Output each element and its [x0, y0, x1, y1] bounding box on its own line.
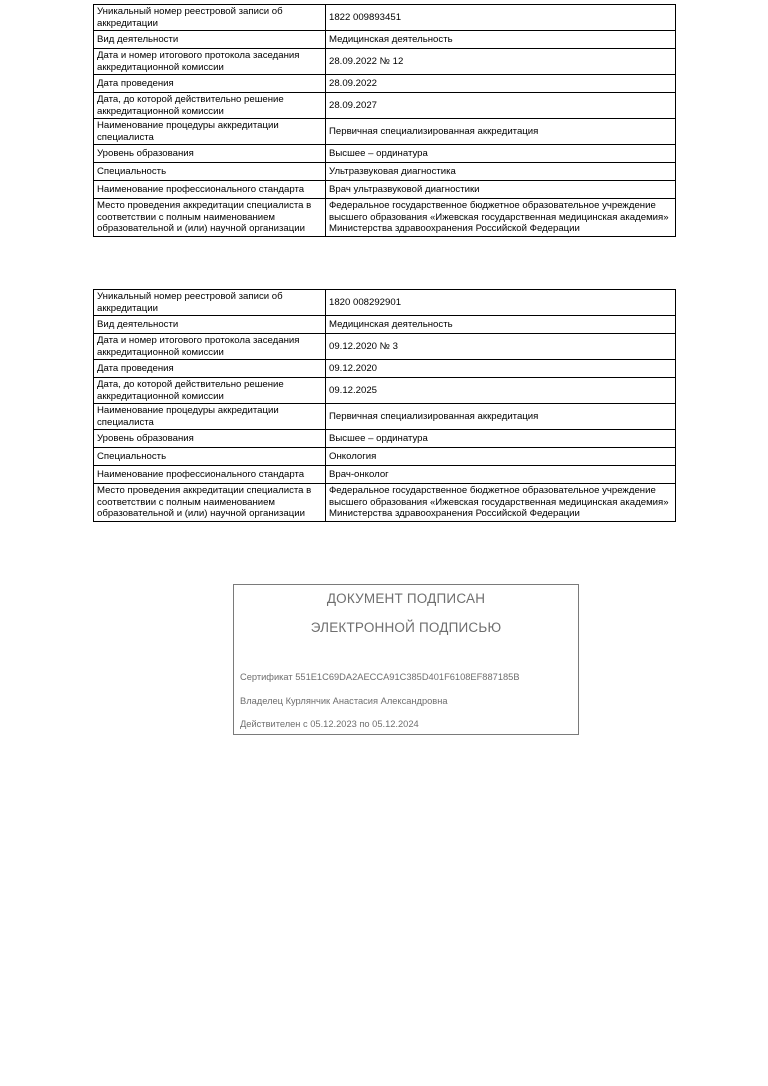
stamp-title-line-2: ЭЛЕКТРОННОЙ ПОДПИСЬЮ	[310, 620, 502, 635]
row-label: Дата и номер итогового протокола заседания аккредитационной комиссии	[94, 334, 326, 360]
table-row	[94, 334, 676, 360]
table-row	[94, 430, 676, 448]
table-row	[94, 5, 676, 31]
row-value: Ультразвуковая диагностика	[326, 163, 676, 181]
row-label: Наименование процедуры аккредитации специалиста	[94, 404, 326, 430]
table-row	[94, 290, 676, 316]
row-value: Высшее – ординатура	[326, 430, 676, 448]
row-value: 09.12.2025	[326, 378, 676, 404]
row-label: Вид деятельности	[94, 31, 326, 49]
row-value: Онкология	[326, 448, 676, 466]
row-label: Место проведения аккредитации специалиста в соответствии с полным наименованием образовательной и (или) научной организации	[94, 484, 326, 522]
table-row	[94, 448, 676, 466]
row-label: Наименование профессионального стандарта	[94, 181, 326, 199]
table-row	[94, 404, 676, 430]
table-row	[94, 31, 676, 49]
row-value: Федеральное государственное бюджетное образовательное учреждение высшего образования «Ижевская государственная медицинская академия» Министерства здравоохранения Российской Федерации	[326, 484, 676, 522]
table-row	[94, 466, 676, 484]
table-row	[94, 316, 676, 334]
row-label: Дата проведения	[94, 360, 326, 378]
row-label: Место проведения аккредитации специалиста в соответствии с полным наименованием образовательной и (или) научной организации	[94, 199, 326, 237]
row-value: Медицинская деятельность	[326, 31, 676, 49]
table-row	[94, 75, 676, 93]
row-value: Врач ультразвуковой диагностики	[326, 181, 676, 199]
row-label: Дата проведения	[94, 75, 326, 93]
row-value: Медицинская деятельность	[326, 316, 676, 334]
row-value: Федеральное государственное бюджетное образовательное учреждение высшего образования «Ижевская государственная медицинская академия» Министерства здравоохранения Российской Федерации	[326, 199, 676, 237]
stamp-certificate: Сертификат 551E1C69DA2AECCA91C385D401F6108EF887185B	[240, 672, 520, 682]
table-row	[94, 181, 676, 199]
row-value: Первичная специализированная аккредитация	[326, 404, 676, 430]
stamp-title-line-1: ДОКУМЕНТ ПОДПИСАН	[326, 591, 486, 606]
table-row	[94, 484, 676, 522]
row-label: Наименование профессионального стандарта	[94, 466, 326, 484]
row-label: Дата, до которой действительно решение аккредитационной комиссии	[94, 378, 326, 404]
row-value: 1820 008292901	[326, 290, 676, 316]
row-value: 09.12.2020	[326, 360, 676, 378]
row-label: Специальность	[94, 448, 326, 466]
row-value: Первичная специализированная аккредитация	[326, 119, 676, 145]
table-row	[94, 199, 676, 237]
row-label: Вид деятельности	[94, 316, 326, 334]
row-value: 28.09.2022 № 12	[326, 49, 676, 75]
table-row	[94, 93, 676, 119]
table-row	[94, 378, 676, 404]
accreditation-record-table-1	[93, 4, 676, 237]
table-row	[94, 360, 676, 378]
row-label: Наименование процедуры аккредитации специалиста	[94, 119, 326, 145]
stamp-owner: Владелец Курлянчик Анастасия Александровна	[240, 696, 448, 706]
table-row	[94, 163, 676, 181]
table-row	[94, 49, 676, 75]
row-label: Дата и номер итогового протокола заседания аккредитационной комиссии	[94, 49, 326, 75]
row-value: 28.09.2022	[326, 75, 676, 93]
row-label: Уникальный номер реестровой записи об аккредитации	[94, 5, 326, 31]
row-value: Высшее – ординатура	[326, 145, 676, 163]
row-value: 1822 009893451	[326, 5, 676, 31]
row-label: Уникальный номер реестровой записи об аккредитации	[94, 290, 326, 316]
row-value: Врач-онколог	[326, 466, 676, 484]
row-value: 28.09.2027	[326, 93, 676, 119]
row-label: Дата, до которой действительно решение аккредитационной комиссии	[94, 93, 326, 119]
row-label: Специальность	[94, 163, 326, 181]
table-row	[94, 119, 676, 145]
row-label: Уровень образования	[94, 430, 326, 448]
electronic-signature-stamp	[233, 584, 579, 735]
row-label: Уровень образования	[94, 145, 326, 163]
stamp-validity: Действителен с 05.12.2023 по 05.12.2024	[240, 719, 419, 729]
table-row	[94, 145, 676, 163]
accreditation-record-table-2	[93, 289, 676, 522]
row-value: 09.12.2020 № 3	[326, 334, 676, 360]
